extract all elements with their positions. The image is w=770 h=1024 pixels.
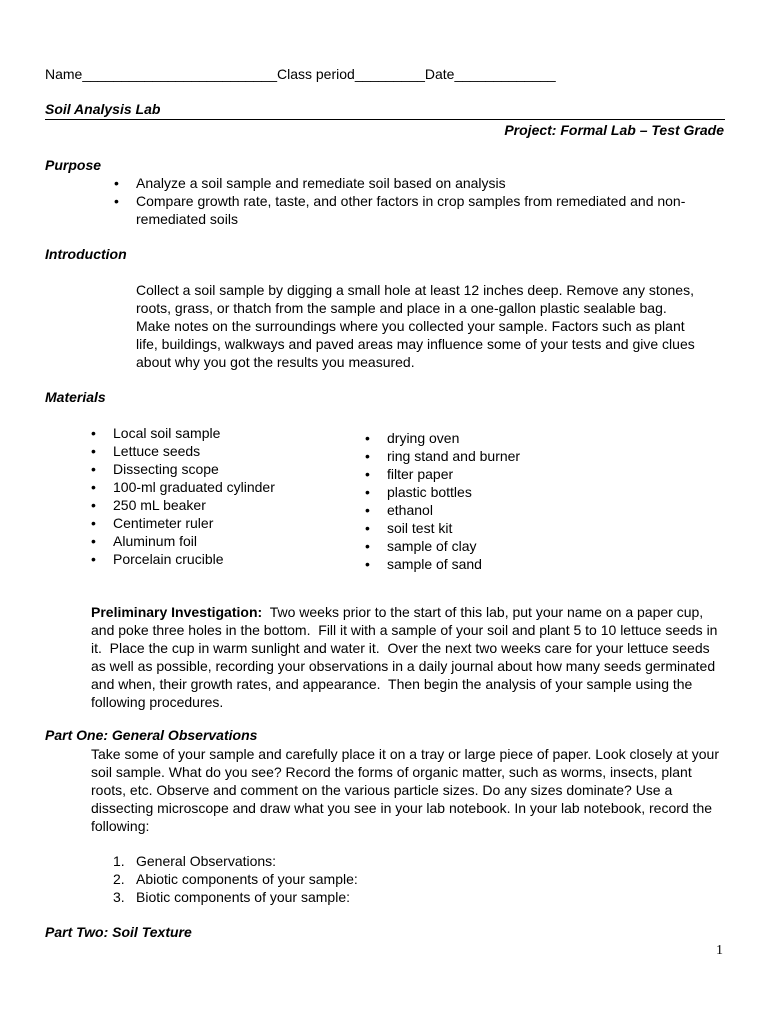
purpose-list: [114, 174, 704, 228]
materials-heading: Materials: [45, 389, 106, 405]
date-field: Date_____________: [424, 66, 556, 82]
list-item: • Lettuce seeds: [91, 442, 351, 460]
list-item: • Centimeter ruler: [91, 514, 351, 532]
list-item: • Aluminum foil: [91, 532, 351, 550]
list-item: • Dissecting scope: [91, 460, 351, 478]
list-item: • Compare growth rate, taste, and other factors in crop samples from remediated and non-remediated soils: [114, 192, 704, 228]
introduction-text: Collect a soil sample by digging a small hole at least 12 inches deep. Remove any stones, roots, grass, or thatch from the sample and place in a one-gallon plastic sealable bag. Make notes on the surroundings where you collected your sample. Factors such as plant life, buildings, walkways and paved areas may influence some of your tests and give clues about why you got the results you measured.: [136, 282, 695, 370]
list-item: • sample of clay: [365, 537, 625, 555]
preliminary-text: Two weeks prior to the start of this lab, put your name on a paper cup, and poke three holes in the bottom. Fill it with a sample of your soil and plant 5 to 10 lettuce seeds in it. Place the cup in warm sunlight and water it. Over the next two weeks care for your lettuce seeds as well as possible, recording your observations in a daily journal about how many seeds germinated and when, their growth rates, and appearance. Then begin the analysis of your sample using the following procedures.: [91, 604, 722, 710]
list-item: • 100-ml graduated cylinder: [91, 478, 351, 496]
list-item: • ethanol: [365, 501, 625, 519]
purpose-heading: Purpose: [45, 157, 102, 173]
part-one-heading: Part One: General Observations: [45, 727, 258, 743]
list-item: • soil test kit: [365, 519, 625, 537]
list-item: • filter paper: [365, 465, 625, 483]
class-period-field: Class period_________: [277, 66, 425, 82]
introduction-heading: Introduction: [45, 246, 127, 262]
name-field: Name_________________________: [45, 66, 277, 82]
list-item: • 250 mL beaker: [91, 496, 351, 514]
header-fields: [45, 66, 556, 82]
materials-list-left: [91, 424, 351, 568]
list-item: • ring stand and burner: [365, 447, 625, 465]
list-item: 2. Abiotic components of your sample:: [113, 871, 358, 887]
part-one-list: [113, 852, 613, 906]
preliminary-label: Preliminary Investigation:: [91, 604, 263, 620]
list-item: • Porcelain crucible: [91, 550, 351, 568]
list-item: • plastic bottles: [365, 483, 625, 501]
part-two-heading: Part Two: Soil Texture: [45, 924, 192, 940]
list-item: • Local soil sample: [91, 424, 351, 442]
title-divider: [45, 119, 725, 120]
list-item: 3. Biotic components of your sample:: [113, 889, 350, 905]
page-number: 1: [716, 943, 723, 958]
materials-list-right: [365, 429, 625, 573]
document-title: Soil Analysis Lab: [45, 101, 161, 117]
list-item: 1. General Observations:: [113, 853, 277, 869]
preliminary-investigation: [91, 603, 721, 711]
project-label: Project: Formal Lab – Test Grade: [504, 122, 724, 138]
list-item: • sample of sand: [365, 555, 625, 573]
list-item: • Analyze a soil sample and remediate soil based on analysis: [114, 174, 704, 192]
part-one-text: Take some of your sample and carefully place it on a tray or large piece of paper. Look closely at your soil sample. What do you see? Record the forms of organic matter, such as worms, insects, plant roots, etc. Observe and comment on the various particle sizes. Do any sizes dominate? Use a dissecting microscope and draw what you see in your lab notebook. In your lab notebook, record the following:: [91, 746, 720, 834]
list-item: • drying oven: [365, 429, 625, 447]
